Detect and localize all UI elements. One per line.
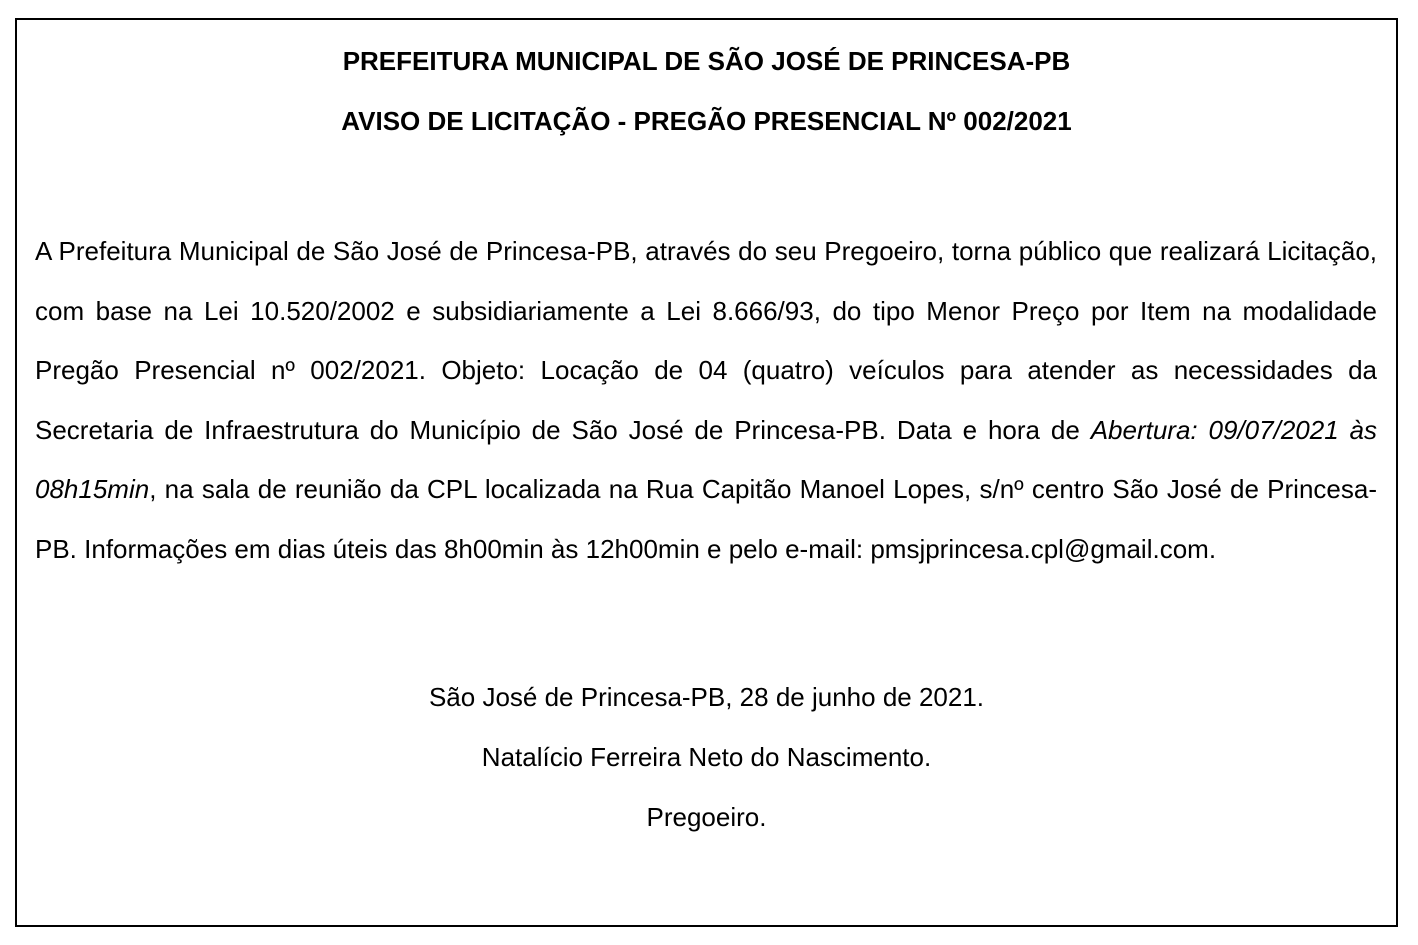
- signatory-role: Pregoeiro.: [646, 802, 767, 832]
- notice-frame: [15, 18, 1398, 927]
- body-text-part1: A Prefeitura Municipal de São José de Princesa-PB, através do seu Pregoeiro, torna público que realizará Licitação, com base na Lei 10.520/2002 e subsidiariamente a Lei 8.666/93, do tipo Menor Preço por Item na modalidade Pregão Presencial nº 002/2021. Objeto: Locação de 04 (quatro) veículos para atender as necessidades da Secretaria de Infraestrutura do Município de São José de Princesa-PB. Data e hora de: [35, 236, 1377, 445]
- opening-datetime: Abertura: 09/07/2021 às 08h15min: [35, 414, 1378, 505]
- notice-title: AVISO DE LICITAÇÃO - PREGÃO PRESENCIAL Nº 002/2021: [341, 106, 1072, 136]
- signatory-name: Natalício Ferreira Neto do Nascimento.: [481, 742, 932, 772]
- place-date: São José de Princesa-PB, 28 de junho de 2021.: [428, 682, 985, 712]
- municipality-title: PREFEITURA MUNICIPAL DE SÃO JOSÉ DE PRINCESA-PB: [342, 46, 1071, 76]
- body-text-part2: , na sala de reunião da CPL localizada na Rua Capitão Manoel Lopes, s/nº centro São José de Princesa-PB. Informações em dias úteis das 8h00min às 12h00min e pelo e-mail: pmsjprincesa.cpl@gmail.com.: [35, 474, 1377, 564]
- notice-body: [35, 222, 1377, 580]
